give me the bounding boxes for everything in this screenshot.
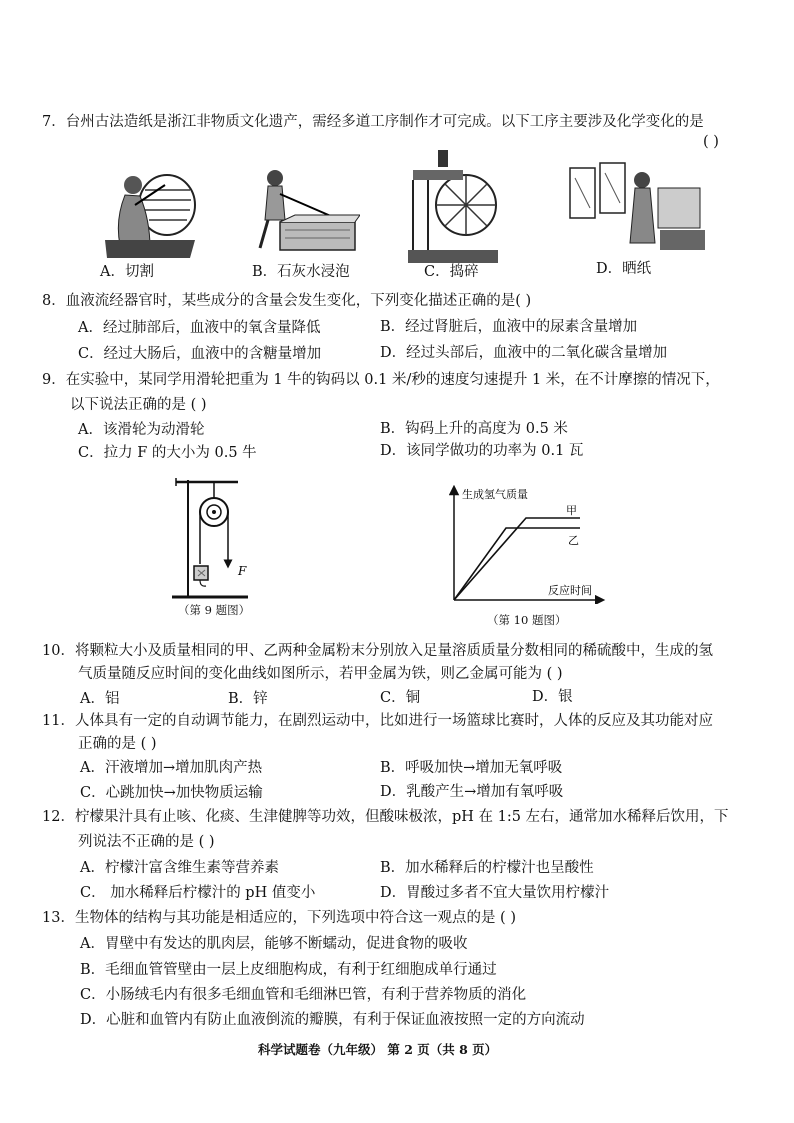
q8-option-c: C．经过大肠后，血液中的含糖量增加	[78, 346, 322, 362]
q9-option-b: B．钩码上升的高度为 0.5 米	[380, 421, 568, 437]
q13-option-c: C．小肠绒毛内有很多毛细血管和毛细淋巴管，有利于营养物质的消化	[80, 987, 527, 1003]
q11-option-a: A．汗液增加→增加肌肉产热	[80, 760, 263, 776]
fig10-caption: （第 10 题图）	[487, 613, 567, 627]
q12-option-b: B．加水稀释后的柠檬汁也呈酸性	[380, 860, 594, 876]
q7-pounding-image	[408, 145, 498, 263]
q8-option-b: B．经过肾脏后，血液中的尿素含量增加	[380, 319, 638, 335]
q10-option-d: D．银	[532, 689, 573, 705]
q12-option-c: C． 加水稀释后柠檬汁的 pH 值变小	[80, 885, 316, 901]
q7-option-b: B．石灰水浸泡	[252, 264, 350, 280]
q9-stem-line1: 9．在实验中，某同学用滑轮把重为 1 牛的钩码以 0.1 米/秒的速度匀速提升 1 米，在不计摩擦的情况下，	[42, 372, 720, 388]
q10-stem-line2: 气质量随反应时间的变化曲线如图所示，若甲金属为铁，则乙金属可能为 ( )	[78, 666, 563, 682]
q8-option-a: A．经过肺部后，血液中的氧含量降低	[78, 320, 321, 336]
fig10-x-label: 反应时间	[548, 584, 592, 597]
q13-stem: 13．生物体的结构与其功能是相适应的，下列选项中符合这一观点的是 ( )	[42, 910, 516, 926]
fig9-pulley-diagram	[168, 472, 268, 612]
q12-stem-line2: 列说法不正确的是 ( )	[78, 834, 215, 850]
q12-option-d: D．胃酸过多者不宜大量饮用柠檬汁	[380, 885, 610, 901]
q11-stem-line1: 11．人体具有一定的自动调节能力，在剧烈运动中，比如进行一场篮球比赛时，人体的反应及其功能对应	[42, 713, 713, 729]
q11-stem-line2: 正确的是 ( )	[78, 736, 157, 752]
q11-option-d: D．乳酸产生→增加有氧呼吸	[380, 784, 564, 800]
q9-option-d: D．该同学做功的功率为 0.1 瓦	[380, 443, 584, 459]
q11-option-b: B．呼吸加快→增加无氧呼吸	[380, 760, 563, 776]
q7-stem: 7．台州古法造纸是浙江非物质文化遗产，需经多道工序制作才可完成。以下工序主要涉及化学变化的是	[42, 114, 704, 130]
fig9-force-label: F	[238, 564, 247, 578]
q11-option-c: C．心跳加快→加快物质运输	[80, 785, 263, 801]
q7-option-d: D．晒纸	[596, 261, 652, 277]
q13-option-a: A．胃壁中有发达的肌肉层，能够不断蠕动，促进食物的吸收	[80, 936, 468, 952]
fig9-caption: （第 9 题图）	[178, 603, 251, 617]
fig10-y-label: 生成氢气质量	[462, 488, 528, 501]
q12-stem-line1: 12．柠檬果汁具有止咳、化痰、生津健脾等功效，但酸味极浓，pH 在 1:5 左右，通常加水稀释后饮用，下	[42, 809, 729, 825]
q13-option-b: B．毛细血管管壁由一层上皮细胞构成，有利于红细胞成单行通过	[80, 962, 497, 978]
q7-drying-image	[560, 158, 710, 253]
q8-stem: 8．血液流经器官时，某些成分的含量会发生变化，下列变化描述正确的是( )	[42, 293, 532, 309]
q7-cutting-image	[95, 160, 205, 260]
q9-option-c: C．拉力 F 的大小为 0.5 牛	[78, 445, 257, 461]
q9-option-a: A．该滑轮为动滑轮	[78, 422, 205, 438]
q7-lime-soaking-image	[240, 160, 360, 260]
q7-option-a: A．切割	[100, 264, 154, 280]
q7-option-c: C．捣碎	[424, 264, 479, 280]
q10-option-b: B．锌	[228, 691, 268, 707]
q8-option-d: D．经过头部后，血液中的二氧化碳含量增加	[380, 345, 668, 361]
fig10-series-yi-label: 乙	[568, 534, 579, 547]
q9-stem-line2: 以下说法正确的是 ( )	[70, 397, 207, 413]
q10-stem-line1: 10．将颗粒大小及质量相同的甲、乙两种金属粉末分别放入足量溶质质量分数相同的稀硫酸中，生成的氢	[42, 643, 713, 659]
fig10-chart	[440, 482, 610, 604]
q10-option-a: A．铝	[80, 691, 120, 707]
q7-answer-paren: ( )	[703, 134, 719, 150]
q10-option-c: C．铜	[380, 690, 421, 706]
q13-option-d: D．心脏和血管内有防止血液倒流的瓣膜，有利于保证血液按照一定的方向流动	[80, 1012, 585, 1028]
page-footer: 科学试题卷（九年级） 第 2 页（共 8 页）	[258, 1042, 498, 1057]
fig10-series-jia-label: 甲	[566, 504, 577, 517]
q12-option-a: A．柠檬汁富含维生素等营养素	[80, 860, 279, 876]
